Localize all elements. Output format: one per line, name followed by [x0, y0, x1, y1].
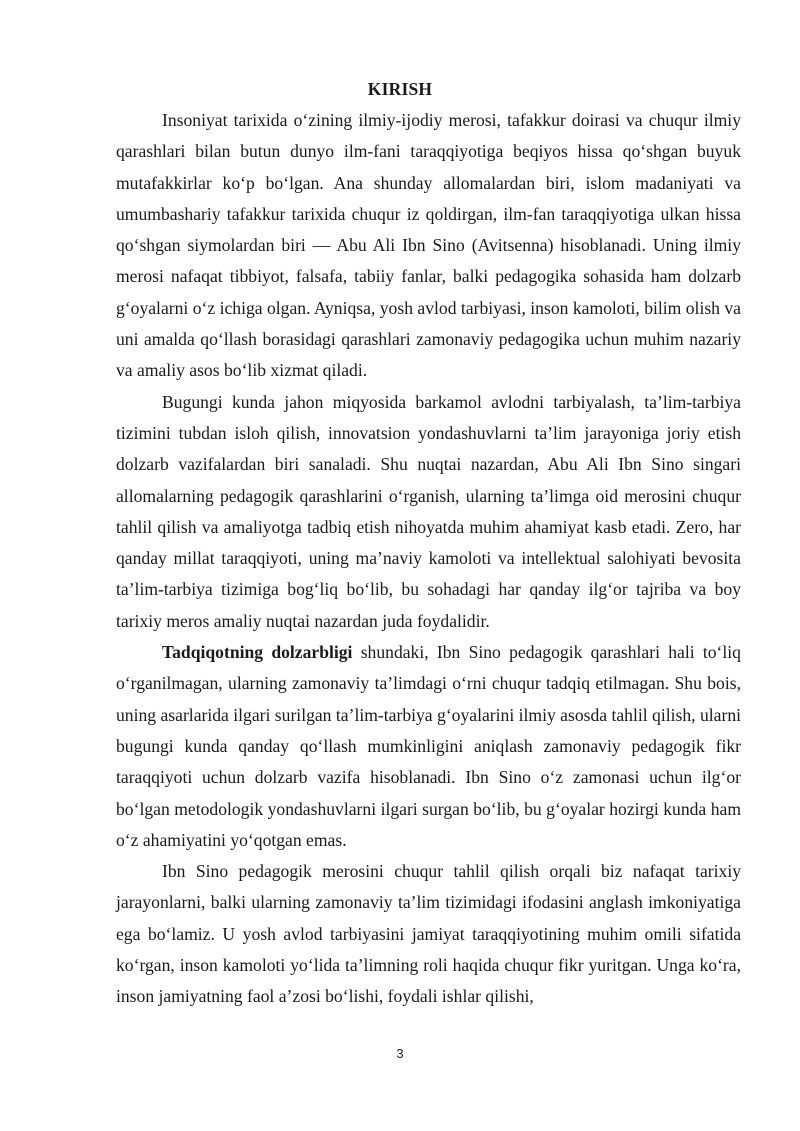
paragraph-text: Insoniyat tarixida o‘zining ilmiy-ijodiy merosi, tafakkur doirasi va chuqur ilmiy qarashlari bilan butun dunyo ilm-fani taraqqiyotiga beqiyos hissa qo‘shgan buyuk mutafakkirlar ko‘p bo‘lgan. Ana shunday allomalardan biri, islom madaniyati va umumbashariy tafakkur tarixida chuqur iz qoldirgan, ilm-fan taraqqiyotiga ulkan hissa qo‘shgan siymolardan biri — Abu Ali Ibn Sino (Avitsenna) hisoblanadi. Uning ilmiy merosi nafaqat tibbiyot, falsafa, tabiiy fanlar, balki pedagogika sohasida ham dolzarb g‘oyalarni o‘z ichiga olgan. Ayniqsa, yosh avlod tarbiyasi, inson kamoloti, bilim olish va uni amalda qo‘llash borasidagi qarashlari zamonaviy pedagogika uchun muhim nazariy va amaliy asos bo‘lib xizmat qiladi. [116, 110, 741, 381]
section-title: KIRISH [367, 79, 433, 99]
paragraph-analysis [116, 856, 741, 1012]
paragraph-context [116, 387, 741, 637]
body-text [116, 105, 741, 1013]
paragraph-relevance [116, 637, 741, 856]
paragraph-lead-bold: Tadqiqotning dolzarbligi [162, 642, 353, 663]
paragraph-text: Bugungi kunda jahon miqyosida barkamol avlodni tarbiyalash, ta’lim-tarbiya tizimini tubdan isloh qilish, innovatsion yondashuvlarni ta’lim jarayoniga joriy etish dolzarb vazifalardan biri sanaladi. Shu nuqtai nazardan, Abu Ali Ibn Sino singari allomalarning pedagogik qarashlarini o‘rganish, ularning ta’limga oid merosini chuqur tahlil qilish va amaliyotga tadbiq etish nihoyatda muhim ahamiyat kasb etadi. Zero, har qanday millat taraqqiyoti, uning ma’naviy kamoloti va intellektual salohiyati bevosita ta’lim-tarbiya tizimiga bog‘liq bo‘lib, bu sohadagi har qanday ilg‘or tajriba va boy tarixiy meros amaliy nuqtai nazardan juda foydalidir. [116, 391, 741, 631]
paragraph-text: shundaki, Ibn Sino pedagogik qarashlari hali to‘liq o‘rganilmagan, ularning zamonaviy ta’limdagi o‘rni chuqur tadqiq etilmagan. Shu bois, uning asarlarida ilgari surilgan ta’lim-tarbiya g‘oyalarini ilmiy asosda tahlil qilish, ularni bugungi kunda qanday qo‘llash mumkinligini aniqlash zamonaviy pedagogik fikr taraqqiyoti uchun dolzarb vazifa hisoblanadi. Ibn Sino o‘z zamonasi uchun ilg‘or bo‘lgan metodologik yondashuvlarni ilgari surgan bo‘lib, bu g‘oyalar hozirgi kunda ham o‘z ahamiyatini yo‘qotgan emas. [116, 642, 741, 850]
page-number: 3 [396, 1046, 404, 1061]
paragraph-text: Ibn Sino pedagogik merosini chuqur tahlil qilish orqali biz nafaqat tarixiy jarayonlarni, balki ularning zamonaviy ta’lim tizimidagi ifodasini anglash imkoniyatiga ega bo‘lamiz. U yosh avlod tarbiyasini jamiyat taraqqiyotining muhim omili sifatida ko‘rgan, inson kamoloti yo‘lida ta’limning roli haqida chuqur fikr yuritgan. Unga ko‘ra, inson jamiyatning faol a’zosi bo‘lishi, foydali ishlar qilishi, [116, 861, 741, 1007]
paragraph-intro [116, 105, 741, 387]
